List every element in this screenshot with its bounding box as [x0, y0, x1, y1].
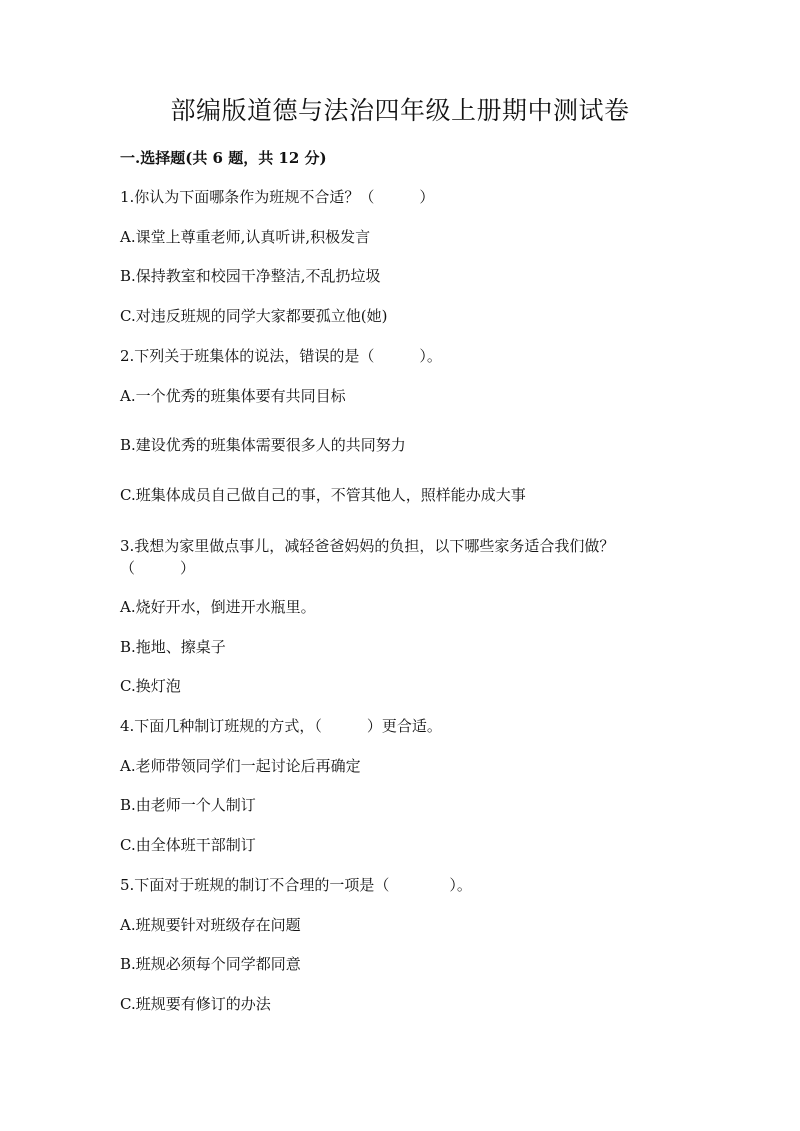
- section-heading: 一.选择题(共 6 题，共 12 分): [120, 149, 327, 167]
- question-2-option-a: A.一个优秀的班集体要有共同目标: [120, 387, 346, 405]
- question-3-option-b: B.拖地、擦桌子: [120, 638, 226, 656]
- question-3-option-c: C.换灯泡: [120, 677, 181, 695]
- question-1-stem: 1.你认为下面哪条作为班规不合适？（ ）: [120, 188, 435, 206]
- question-4-stem: 4.下面几种制订班规的方式，（ ）更合适。: [120, 717, 442, 735]
- page-title: 部编版道德与法治四年级上册期中测试卷: [170, 96, 630, 125]
- question-3-option-a: A.烧好开水，倒进开水瓶里。: [120, 598, 316, 616]
- question-1-option-b: B.保持教室和校园干净整洁,不乱扔垃圾: [120, 267, 381, 285]
- question-4-option-b: B.由老师一个人制订: [120, 796, 256, 814]
- question-5-option-c: C.班规要有修订的办法: [120, 995, 271, 1013]
- question-3-stem: 3.我想为家里做点事儿，减轻爸爸妈妈的负担，以下哪些家务适合我们做？（ ）: [120, 537, 615, 577]
- question-1-option-c: C.对违反班规的同学大家都要孤立他(她): [120, 307, 388, 325]
- question-1-option-a: A.课堂上尊重老师,认真听讲,积极发言: [120, 228, 371, 246]
- question-2-stem: 2.下列关于班集体的说法，错误的是（ ）。: [120, 347, 442, 365]
- question-2-option-b: B.建设优秀的班集体需要很多人的共同努力: [120, 436, 406, 454]
- question-5-option-b: B.班规必须每个同学都同意: [120, 955, 301, 973]
- question-2-option-c: C.班集体成员自己做自己的事，不管其他人，照样能办成大事: [120, 486, 526, 504]
- question-5-stem: 5.下面对于班规的制订不合理的一项是（ ）。: [120, 876, 472, 894]
- question-4-option-c: C.由全体班干部制订: [120, 836, 256, 854]
- question-4-option-a: A.老师带领同学们一起讨论后再确定: [120, 757, 361, 775]
- question-5-option-a: A.班规要针对班级存在问题: [120, 916, 301, 934]
